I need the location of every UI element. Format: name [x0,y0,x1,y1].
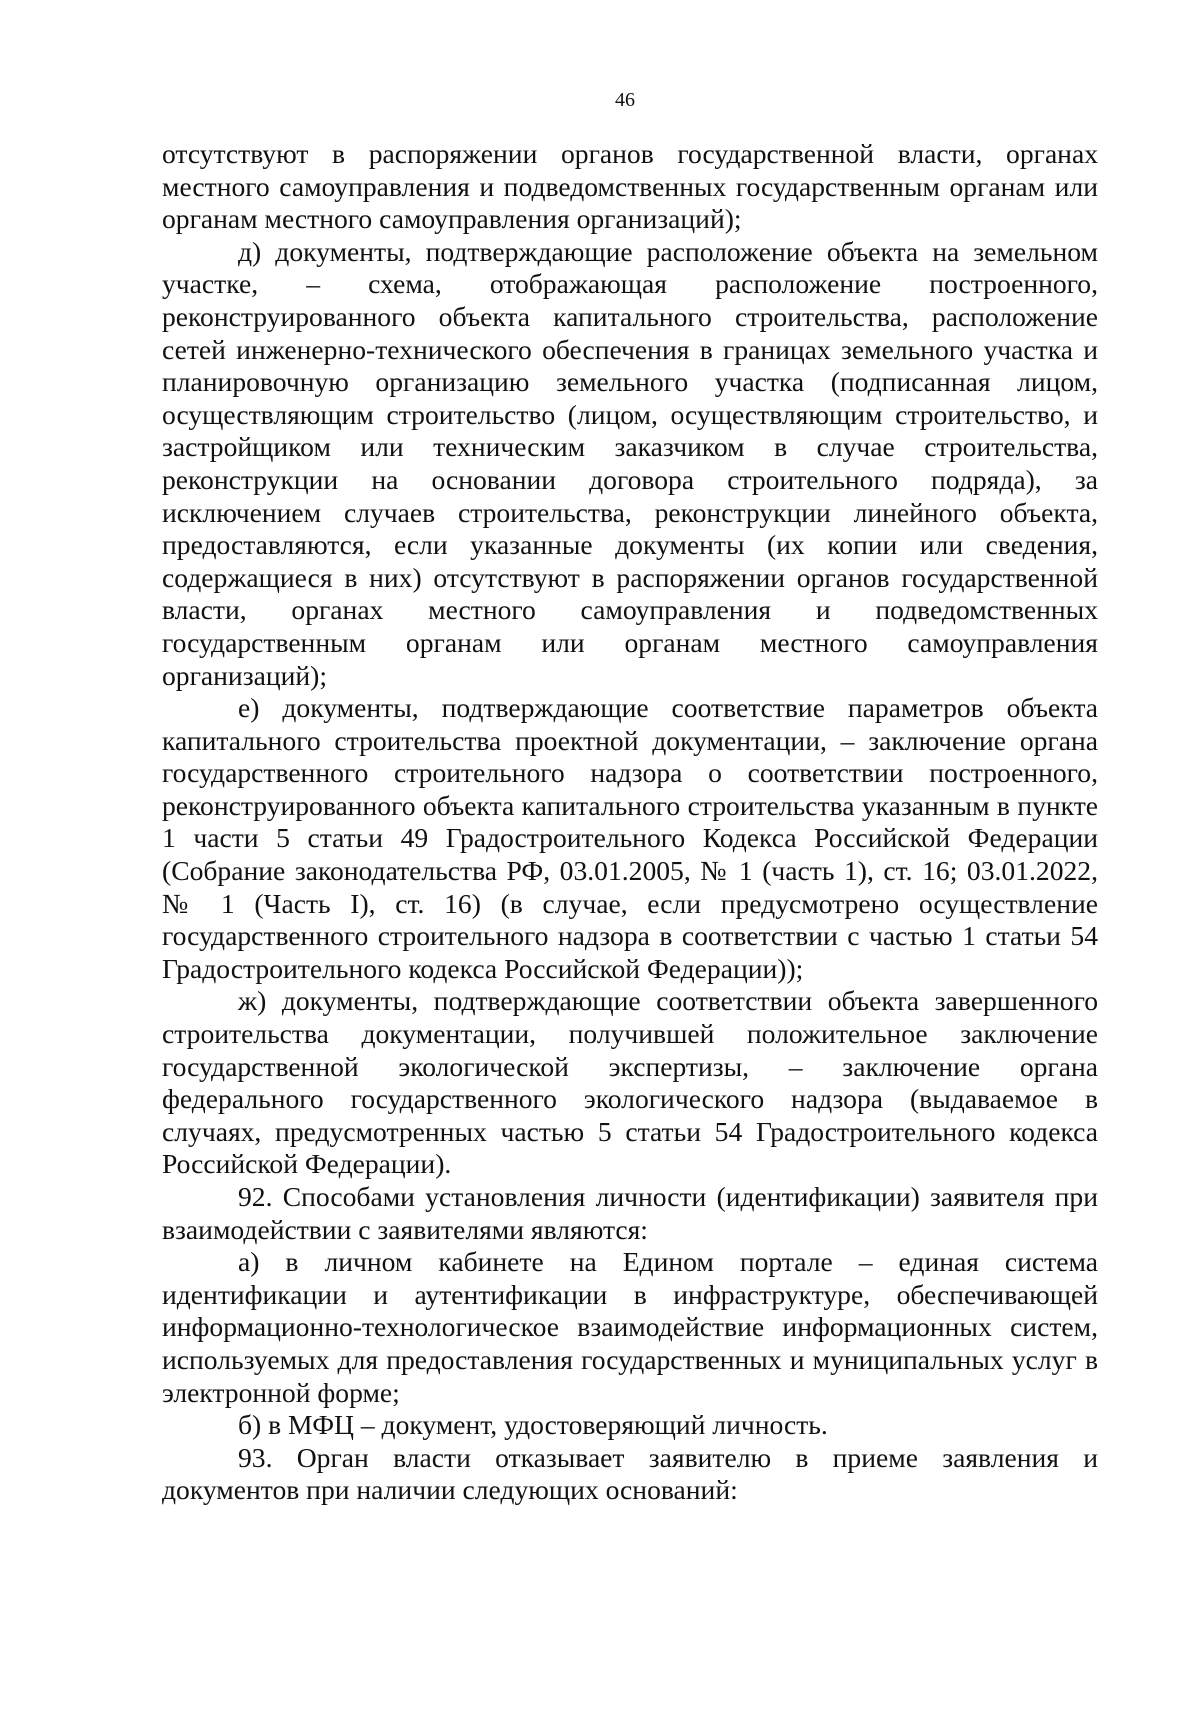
paragraph-continuation: отсутствуют в распоряжении органов государственной власти, органах местного самоуправления и подведомственных государственным органам или органам местного самоуправления организаций); [162,138,1098,235]
paragraph-item-d: д) документы, подтверждающие расположение объекта на земельном участке, – схема, отображающая расположение построенного, реконструированного объекта капитального строительства, расположение сетей инженерно-технического обеспечения в границах земельного участка и планировочную организацию земельного участка (подписанная лицом, осуществляющим строительство (лицом, осуществляющим строительство, и застройщиком или техническим заказчиком в случае строительства, реконструкции на основании договора строительного подряда), за исключением случаев строительства, реконструкции линейного объекта, предоставляются, если указанные документы (их копии или сведения, содержащиеся в них) отсутствуют в распоряжении органов государственной власти, органах местного самоуправления и подведомственных государственным органам или органам местного самоуправления организаций); [162,235,1098,691]
paragraph-93: 93. Орган власти отказывает заявителю в приеме заявления и документов при наличии следующих оснований: [162,1441,1098,1506]
page-number: 46 [615,89,635,111]
paragraph-item-a: а) в личном кабинете на Едином портале – единая система идентификации и аутентификации в инфраструктуре, обеспечивающей информационно-технологическое взаимодействие информационных систем, используемых для предоставления государственных и муниципальных услуг в электронной форме; [162,1246,1098,1408]
paragraph-item-zh: ж) документы, подтверждающие соответствии объекта завершенного строительства документации, получившей положительное заключение государственной экологической экспертизы, – заключение органа федерального государственного экологического надзора (выдаваемое в случаях, предусмотренных частью 5 статьи 54 Градостроительного кодекса Российской Федерации). [162,985,1098,1180]
paragraph-item-e: е) документы, подтверждающие соответствие параметров объекта капитального строительства проектной документации, – заключение органа государственного строительного надзора о соответствии построенного, реконструированного объекта капитального строительства указанным в пункте 1 части 5 статьи 49 Градостроительного Кодекса Российской Федерации (Собрание законодательства РФ, 03.01.2005, № 1 (часть 1), ст. 16; 03.01.2022, № 1 (Часть I), ст. 16) (в случае, если предусмотрено осуществление государственного строительного надзора в соответствии с частью 1 статьи 54 Градостроительного кодекса Российской Федерации)); [162,692,1098,984]
document-body [162,138,1098,1507]
paragraph-item-b: б) в МФЦ – документ, удостоверяющий личность. [238,1409,828,1441]
paragraph-92: 92. Способами установления личности (идентификации) заявителя при взаимодействии с заявителями являются: [162,1181,1098,1245]
